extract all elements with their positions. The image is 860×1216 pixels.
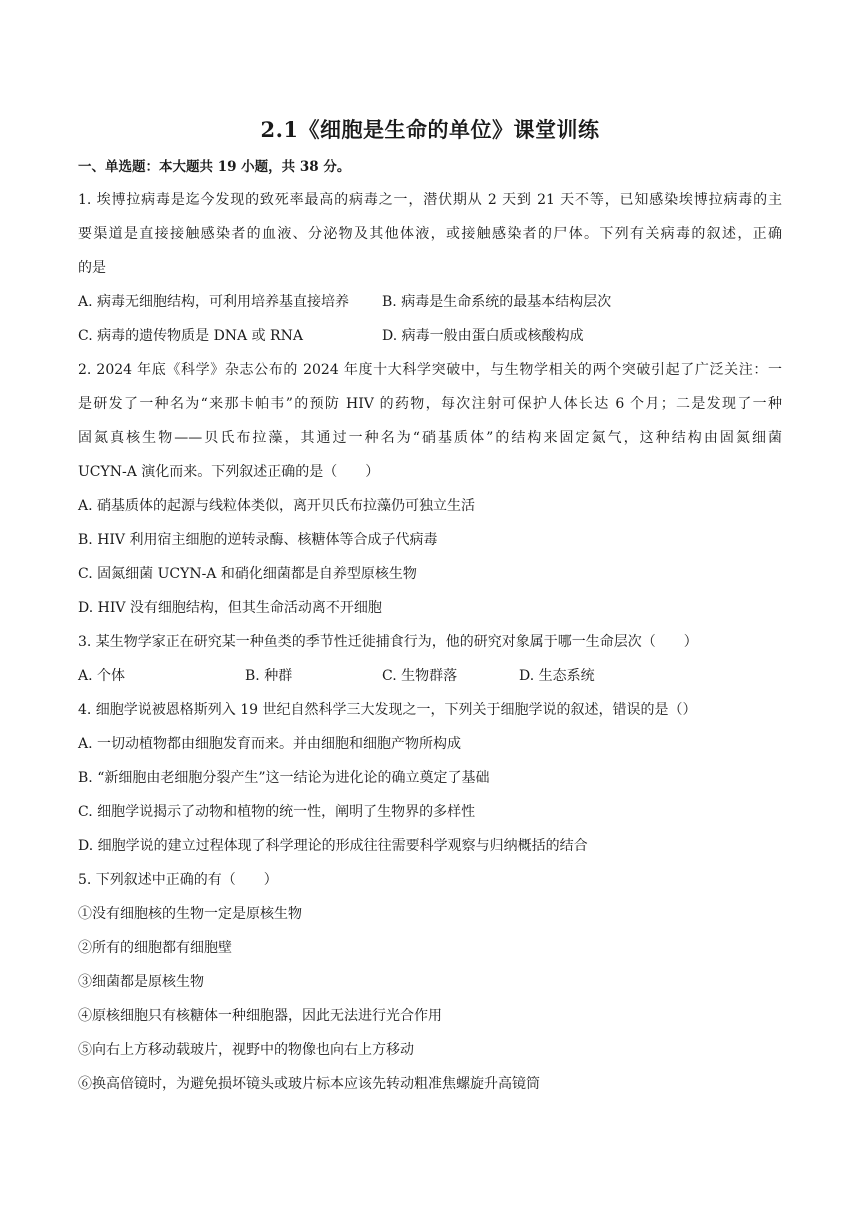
question-2-option-d: D. HIV 没有细胞结构，但其生命活动离不开细胞 [78, 600, 382, 616]
question-1-line-2: 要渠道是直接接触感染者的血液、分泌物及其他体液，或接触感染者的尸体。下列有关病毒的叙述，正确 [78, 226, 782, 242]
question-5-item-4: ④原核细胞只有核糖体一种细胞器，因此无法进行光合作用 [78, 1008, 442, 1024]
question-3-line-1: 3. 某生物学家正在研究某一种鱼类的季节性迁徙捕食行为，他的研究对象属于哪一生命层次（ ） [78, 634, 698, 650]
question-1-options-row-2 [78, 326, 782, 346]
question-2-line-1: 2. 2024 年底《科学》杂志公布的 2024 年度十大科学突破中，与生物学相关的两个突破引起了广泛关注：一 [78, 362, 782, 378]
question-2-line-4: UCYN-A 演化而来。下列叙述正确的是（ ） [78, 464, 380, 480]
question-5-item-2: ②所有的细胞都有细胞壁 [78, 940, 232, 956]
document-title: 2.1《细胞是生命的单位》课堂训练 [260, 117, 600, 142]
question-2-option-c: C. 固氮细菌 UCYN-A 和硝化细菌都是自养型原核生物 [78, 566, 417, 582]
section-heading: 一、单选题：本大题共 19 小题，共 38 分。 [78, 159, 351, 175]
question-1-option-c: C. 病毒的遗传物质是 DNA 或 RNA [78, 328, 303, 344]
question-3-options-row [78, 666, 782, 686]
question-4-option-a: A. 一切动植物都由细胞发育而来。并由细胞和细胞产物所构成 [78, 736, 462, 752]
question-5-item-1: ①没有细胞核的生物一定是原核生物 [78, 906, 302, 922]
question-4-option-d: D. 细胞学说的建立过程体现了科学理论的形成往往需要科学观察与归纳概括的结合 [78, 838, 588, 854]
question-1-option-b: B. 病毒是生命系统的最基本结构层次 [382, 294, 612, 310]
question-5-line-1: 5. 下列叙述中正确的有（ ） [78, 872, 278, 888]
question-3-option-c: C. 生物群落 [382, 668, 458, 684]
question-1-line-3: 的是 [78, 260, 106, 276]
question-1-line-1: 1. 埃博拉病毒是迄今发现的致死率最高的病毒之一，潜伏期从 2 天到 21 天不等，已知感染埃博拉病毒的主 [78, 192, 782, 208]
question-5-item-6: ⑥换高倍镜时，为避免损坏镜头或玻片标本应该先转动粗准焦螺旋升高镜筒 [78, 1076, 540, 1092]
question-1-options-row-1 [78, 292, 782, 312]
question-3-option-d: D. 生态系统 [519, 668, 595, 684]
question-1-option-a: A. 病毒无细胞结构，可利用培养基直接培养 [78, 294, 350, 310]
question-4-option-b: B. “新细胞由老细胞分裂产生”这一结论为进化论的确立奠定了基础 [78, 770, 490, 786]
question-2-line-3: 固氮真核生物——贝氏布拉藻，其通过一种名为“硝基质体”的结构来固定氮气，这种结构由固氮细菌 [78, 430, 782, 446]
question-4-line-1: 4. 细胞学说被恩格斯列入 19 世纪自然科学三大发现之一，下列关于细胞学说的叙述，错误的是（） [78, 702, 697, 718]
question-5-item-5: ⑤向右上方移动载玻片，视野中的物像也向右上方移动 [78, 1042, 414, 1058]
question-2-option-a: A. 硝基质体的起源与线粒体类似，离开贝氏布拉藻仍可独立生活 [78, 498, 476, 514]
question-1-option-d: D. 病毒一般由蛋白质或核酸构成 [382, 328, 584, 344]
question-5-item-3: ③细菌都是原核生物 [78, 974, 204, 990]
question-2-line-2: 是研发了一种名为“来那卡帕韦”的预防 HIV 的药物，每次注射可保护人体长达 6 个月；二是发现了一种 [78, 396, 782, 412]
question-4-option-c: C. 细胞学说揭示了动物和植物的统一性，阐明了生物界的多样性 [78, 804, 476, 820]
question-3-option-b: B. 种群 [245, 668, 293, 684]
question-2-option-b: B. HIV 利用宿主细胞的逆转录酶、核糖体等合成子代病毒 [78, 532, 438, 548]
question-3-option-a: A. 个体 [78, 668, 126, 684]
